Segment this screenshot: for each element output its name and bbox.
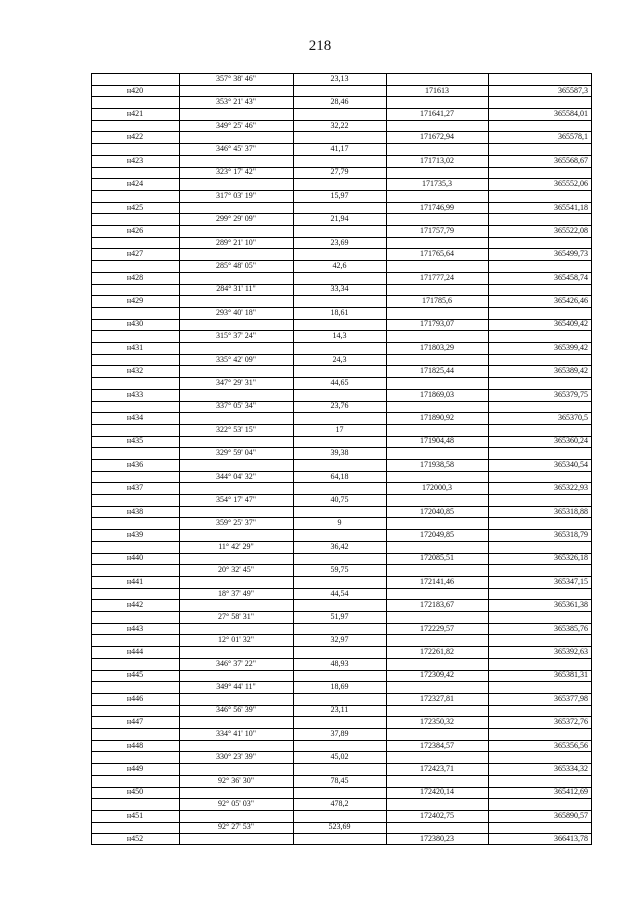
point-name-cell: н450 [126, 787, 144, 797]
bearing-cell: 330° 23' 39" [216, 752, 256, 762]
page-number: 218 [308, 38, 332, 54]
point-name-cell: н421 [126, 108, 144, 118]
distance-cell: 32,22 [330, 120, 349, 130]
bearing-cell: 349° 25' 46" [216, 120, 256, 130]
row-divider [91, 365, 592, 366]
x-coordinate-cell: 172380,23 [420, 834, 454, 844]
y-coordinate-cell: 365318,88 [554, 506, 588, 516]
row-divider [91, 178, 592, 179]
distance-cell: 33,34 [330, 284, 349, 294]
bearing-cell: 92° 36' 30" [218, 775, 254, 785]
distance-cell: 37,89 [330, 728, 349, 738]
point-name-cell: н438 [126, 506, 144, 516]
bearing-cell: 299° 29' 09" [216, 214, 256, 224]
bearing-cell: 284° 31' 11" [216, 284, 256, 294]
point-name-cell: н430 [126, 319, 144, 329]
y-coordinate-cell: 365356,56 [554, 740, 588, 750]
point-name-cell: н429 [126, 296, 144, 306]
x-coordinate-cell: 171641,27 [420, 108, 454, 118]
point-name-cell: н422 [126, 132, 144, 142]
x-coordinate-cell: 171904,48 [420, 436, 454, 446]
y-coordinate-cell: 365377,98 [554, 693, 588, 703]
point-name-cell: н433 [126, 389, 144, 399]
coordinates-table [91, 73, 592, 845]
y-coordinate-cell: 365381,31 [554, 670, 588, 680]
bearing-cell: 11° 42' 29" [218, 541, 254, 551]
x-coordinate-cell: 172327,81 [420, 693, 454, 703]
point-name-cell: н446 [126, 693, 144, 703]
bearing-cell: 18° 37' 49" [218, 588, 254, 598]
y-coordinate-cell: 365584,01 [554, 108, 588, 118]
x-coordinate-cell: 171672,94 [420, 132, 454, 142]
x-coordinate-cell: 171713,02 [420, 155, 454, 165]
bearing-cell: 335° 42' 09" [216, 354, 256, 364]
x-coordinate-cell: 171746,99 [420, 202, 454, 212]
distance-cell: 28,46 [330, 97, 349, 107]
bearing-cell: 353° 21' 43" [216, 97, 256, 107]
y-coordinate-cell: 366413,78 [554, 834, 588, 844]
bearing-cell: 315° 37' 24" [216, 331, 256, 341]
x-coordinate-cell: 172402,75 [420, 810, 454, 820]
point-name-cell: н447 [126, 717, 144, 727]
bearing-cell: 357° 38' 46" [216, 73, 256, 83]
x-coordinate-cell: 171793,07 [420, 319, 454, 329]
distance-cell: 42,6 [332, 261, 347, 270]
distance-cell: 44,54 [330, 588, 349, 598]
row-divider [91, 529, 592, 530]
distance-cell: 14,3 [332, 331, 347, 341]
y-coordinate-cell: 365426,46 [554, 296, 588, 306]
distance-cell: 21,94 [330, 214, 349, 224]
y-coordinate-cell: 365334,32 [554, 763, 588, 773]
y-coordinate-cell: 365360,24 [554, 436, 588, 446]
y-coordinate-cell: 365412,69 [554, 787, 588, 797]
point-name-cell: н434 [126, 413, 144, 423]
distance-cell: 32,97 [330, 635, 349, 645]
distance-cell: 478,2 [330, 799, 349, 809]
bearing-cell: 346° 56' 39" [216, 705, 256, 715]
bearing-cell: 329° 59' 04" [216, 448, 256, 458]
x-coordinate-cell: 172183,67 [420, 600, 454, 610]
row-divider [91, 108, 592, 109]
bearing-cell: 289° 21' 10" [216, 237, 256, 247]
x-coordinate-cell: 172384,57 [420, 740, 454, 750]
x-coordinate-cell: 171785,6 [422, 296, 452, 306]
bearing-cell: 359° 25' 37" [216, 518, 256, 528]
bearing-cell: 92° 27' 53" [218, 822, 254, 832]
x-coordinate-cell: 172309,42 [420, 670, 454, 680]
x-coordinate-cell: 171890,92 [420, 413, 454, 423]
y-coordinate-cell: 365399,42 [554, 342, 588, 352]
row-divider [91, 459, 592, 460]
y-coordinate-cell: 365578,1 [558, 132, 588, 142]
point-name-cell: н423 [126, 155, 144, 165]
bearing-cell: 293° 40' 18" [216, 307, 256, 317]
point-name-cell: н428 [126, 272, 144, 282]
point-name-cell: н444 [126, 647, 144, 656]
x-coordinate-cell: 171938,58 [420, 459, 454, 469]
bearing-cell: 322° 53' 15" [216, 424, 256, 434]
x-coordinate-cell: 171757,79 [420, 225, 454, 235]
x-coordinate-cell: 171869,03 [420, 389, 454, 399]
distance-cell: 18,69 [330, 682, 349, 692]
point-name-cell: н436 [126, 459, 144, 469]
bearing-cell: 344° 04' 32" [216, 471, 256, 481]
distance-cell: 39,38 [330, 448, 349, 458]
distance-cell: 44,65 [330, 377, 349, 387]
x-coordinate-cell: 171803,29 [420, 342, 454, 352]
row-divider [91, 482, 592, 483]
bearing-cell: 317° 03' 19" [216, 190, 256, 200]
x-coordinate-cell: 171613 [425, 85, 449, 95]
bearing-cell: 354° 17' 47" [216, 494, 256, 504]
distance-cell: 40,75 [330, 494, 349, 504]
x-coordinate-cell: 172085,51 [420, 553, 454, 563]
bearing-cell: 285° 48' 05" [216, 261, 256, 270]
x-coordinate-cell: 172000,3 [422, 483, 452, 493]
row-divider [91, 833, 592, 834]
y-coordinate-cell: 365499,73 [554, 249, 588, 259]
x-coordinate-cell: 172049,85 [420, 530, 454, 540]
point-name-cell: н449 [126, 763, 144, 773]
bearing-cell: 12° 01' 32" [218, 635, 254, 645]
point-name-cell: н441 [126, 576, 144, 586]
x-coordinate-cell: 172350,32 [420, 717, 454, 727]
distance-cell: 23,69 [330, 237, 349, 247]
x-coordinate-cell: 172229,57 [420, 623, 454, 633]
distance-cell: 78,45 [330, 775, 349, 785]
bearing-cell: 346° 45' 37" [216, 144, 256, 154]
point-name-cell: н432 [126, 366, 144, 376]
bearing-cell: 347° 29' 31" [216, 377, 256, 387]
x-coordinate-cell: 171825,44 [420, 366, 454, 376]
distance-cell: 27,79 [330, 167, 349, 177]
y-coordinate-cell: 365522,08 [554, 225, 588, 235]
point-name-cell: н440 [126, 553, 144, 563]
point-name-cell: н427 [126, 249, 144, 259]
row-divider [91, 225, 592, 226]
distance-cell: 523,69 [328, 822, 351, 832]
distance-cell: 51,97 [330, 611, 349, 621]
distance-cell: 41,17 [330, 144, 349, 154]
distance-cell: 9 [337, 518, 342, 528]
bearing-cell: 346° 37' 22" [216, 658, 256, 668]
y-coordinate-cell: 365389,42 [554, 366, 588, 376]
y-coordinate-cell: 365322,93 [554, 483, 588, 493]
y-coordinate-cell: 365541,18 [554, 202, 588, 212]
row-divider [91, 844, 592, 845]
distance-cell: 64,18 [330, 471, 349, 481]
point-name-cell: н425 [126, 202, 144, 212]
y-coordinate-cell: 365587,3 [558, 85, 588, 95]
x-coordinate-cell: 171777,24 [420, 272, 454, 282]
distance-cell: 45,02 [330, 752, 349, 762]
y-coordinate-cell: 365552,06 [554, 179, 588, 189]
bearing-cell: 92° 05' 03" [218, 799, 254, 809]
x-coordinate-cell: 172261,82 [420, 647, 454, 656]
point-name-cell: н451 [126, 810, 144, 820]
bearing-cell: 349° 44' 11" [216, 682, 256, 692]
distance-cell: 59,75 [330, 565, 349, 575]
point-name-cell: н426 [126, 225, 144, 235]
row-divider [91, 517, 592, 518]
point-name-cell: н445 [126, 670, 144, 680]
y-coordinate-cell: 365409,42 [554, 319, 588, 329]
y-coordinate-cell: 365458,74 [554, 272, 588, 282]
y-coordinate-cell: 365326,18 [554, 553, 588, 563]
row-divider [91, 412, 592, 413]
distance-cell: 24,3 [332, 354, 347, 364]
y-coordinate-cell: 365890,57 [554, 810, 588, 820]
y-coordinate-cell: 365568,67 [554, 155, 588, 165]
y-coordinate-cell: 365372,76 [554, 717, 588, 727]
x-coordinate-cell: 172141,46 [420, 576, 454, 586]
distance-cell: 36,42 [330, 541, 349, 551]
point-name-cell: н443 [126, 623, 144, 633]
row-divider [91, 716, 592, 717]
y-coordinate-cell: 365392,63 [554, 647, 588, 656]
bearing-cell: 323° 17' 42" [216, 167, 256, 177]
y-coordinate-cell: 365370,5 [558, 413, 588, 423]
distance-cell: 48,93 [330, 658, 349, 668]
distance-cell: 23,76 [330, 401, 349, 411]
point-name-cell: н439 [126, 530, 144, 540]
point-name-cell: н431 [126, 342, 144, 352]
point-name-cell: н435 [126, 436, 144, 446]
point-name-cell: н452 [126, 834, 144, 844]
bearing-cell: 334° 41' 10" [216, 728, 256, 738]
point-name-cell: н420 [126, 85, 144, 95]
point-name-cell: н448 [126, 740, 144, 750]
x-coordinate-cell: 172040,85 [420, 506, 454, 516]
distance-cell: 23,13 [330, 73, 349, 83]
x-coordinate-cell: 172423,71 [420, 763, 454, 773]
x-coordinate-cell: 171735,3 [422, 179, 452, 189]
y-coordinate-cell: 365385,76 [554, 623, 588, 633]
bearing-cell: 20° 32' 45" [218, 565, 254, 575]
row-divider [91, 646, 592, 647]
y-coordinate-cell: 365361,38 [554, 600, 588, 610]
point-name-cell: н437 [126, 483, 144, 493]
y-coordinate-cell: 365379,75 [554, 389, 588, 399]
row-divider [91, 599, 592, 600]
point-name-cell: н442 [126, 600, 144, 610]
bearing-cell: 27° 58' 31" [218, 611, 254, 621]
y-coordinate-cell: 365340,54 [554, 459, 588, 469]
y-coordinate-cell: 365318,79 [554, 530, 588, 540]
bearing-cell: 337° 05' 34" [216, 401, 256, 411]
row-divider [91, 248, 592, 249]
row-divider [91, 131, 592, 132]
y-coordinate-cell: 365347,15 [554, 576, 588, 586]
row-divider [91, 763, 592, 764]
row-divider [91, 295, 592, 296]
distance-cell: 23,11 [330, 705, 349, 715]
distance-cell: 18,61 [330, 307, 349, 317]
point-name-cell: н424 [126, 179, 144, 189]
row-divider [91, 342, 592, 343]
x-coordinate-cell: 171765,64 [420, 249, 454, 259]
x-coordinate-cell: 172420,14 [420, 787, 454, 797]
distance-cell: 15,97 [330, 190, 349, 200]
distance-cell: 17 [335, 424, 344, 434]
